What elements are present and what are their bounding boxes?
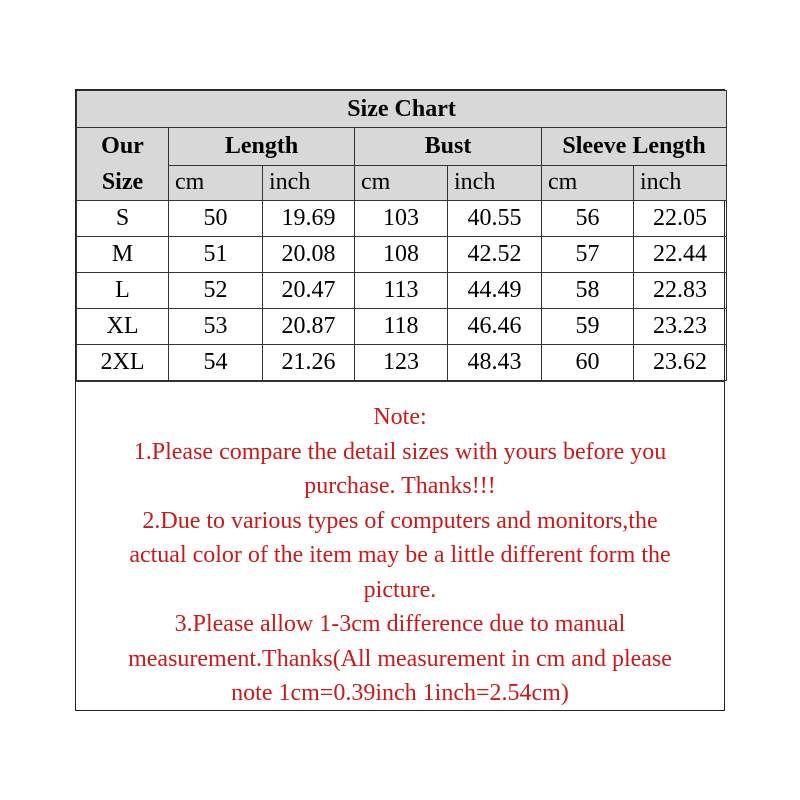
length-cm-cell: 52 [169,273,263,309]
size-chart [75,89,725,711]
length-inch-cell: 20.47 [263,273,355,309]
table-row [77,201,727,237]
size-cell: M [77,237,169,273]
length-cm-cell: 53 [169,309,263,345]
bust-inch-unit: inch [448,165,542,200]
table-row [77,237,727,273]
note-line: picture. [363,576,437,603]
sleeve-inch-unit: inch [634,165,727,200]
bust-inch-cell: 42.52 [448,237,542,273]
note-line: 3.Please allow 1-3cm difference due to manual [174,611,626,637]
sleeve-cm-cell: 56 [542,201,634,237]
length-inch-cell: 20.08 [263,237,355,273]
size-cell: S [77,201,169,237]
sleeve-cm-cell: 58 [542,273,634,309]
bust-inch-cell: 46.46 [448,309,542,345]
length-header: Length [169,128,355,166]
note-line: measurement.Thanks(All measurement in cm and please [128,645,672,672]
bust-inch-cell: 48.43 [448,345,542,381]
chart-title: Size Chart [77,91,727,128]
sleeve-cm-unit: cm [542,165,634,200]
note-line: purchase. Thanks!!! [304,473,496,499]
length-inch-unit: inch [263,165,355,200]
length-cm-cell: 54 [169,345,263,381]
sleeve-inch-cell: 22.44 [634,237,727,273]
sleeve-cm-cell: 59 [542,309,634,345]
note-line: note 1cm=0.39inch 1inch=2.54cm) [231,680,569,706]
length-inch-cell: 20.87 [263,309,355,345]
note-line: actual color of the item may be a little different form the [129,542,671,568]
length-inch-cell: 19.69 [263,201,355,237]
size-cell: 2XL [77,345,169,381]
table-row [77,345,727,381]
length-cm-unit: cm [169,165,263,200]
bust-cm-cell: 123 [355,345,448,381]
note-heading: Note: [373,404,427,430]
bust-cm-cell: 118 [355,309,448,345]
bust-inch-cell: 44.49 [448,273,542,309]
sleeve-length-header: Sleeve Length [542,128,727,166]
our-size-header [77,128,169,201]
sleeve-inch-cell: 23.62 [634,345,727,381]
bust-header: Bust [355,128,542,166]
our-size-line2: Size [101,169,144,195]
bust-cm-cell: 103 [355,201,448,237]
length-inch-cell: 21.26 [263,345,355,381]
size-cell: L [77,273,169,309]
sleeve-cm-cell: 60 [542,345,634,381]
sleeve-inch-cell: 23.23 [634,309,727,345]
size-table [76,90,727,381]
table-row [77,309,727,345]
length-cm-cell: 51 [169,237,263,273]
notes-section [76,381,724,711]
sleeve-inch-cell: 22.05 [634,201,727,237]
note-line: 1.Please compare the detail sizes with yours before you [133,438,667,465]
note-line: 2.Due to various types of computers and monitors,the [142,507,658,534]
bust-cm-cell: 113 [355,273,448,309]
bust-cm-cell: 108 [355,237,448,273]
bust-inch-cell: 40.55 [448,201,542,237]
sleeve-inch-cell: 22.83 [634,273,727,309]
length-cm-cell: 50 [169,201,263,237]
our-size-line1: Our [101,133,144,159]
size-cell: XL [77,309,169,345]
bust-cm-unit: cm [355,165,448,200]
sleeve-cm-cell: 57 [542,237,634,273]
table-row [77,273,727,309]
